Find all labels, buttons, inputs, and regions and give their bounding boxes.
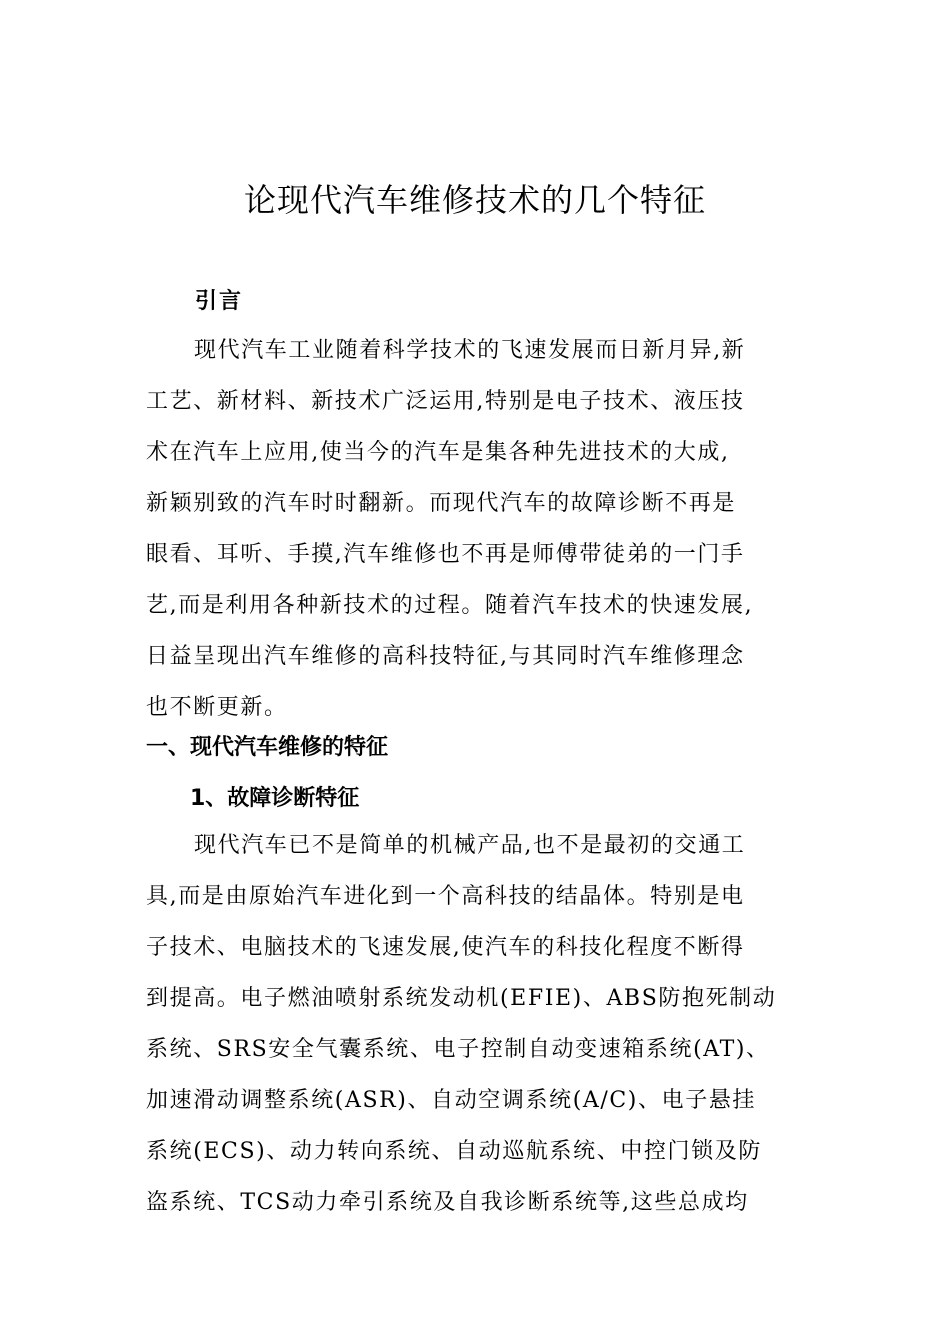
paragraph-line: 艺,而是利用各种新技术的过程。随着汽车技术的快速发展, [146,593,754,618]
section-heading: 一、现代汽车维修的特征 [146,735,389,760]
intro-heading: 引言 [195,289,244,314]
section-paragraph [146,829,810,1237]
paragraph-line: 也不断更新。 [146,695,288,720]
paragraph-line: 盗系统、TCS动力牵引系统及自我诊断系统等,这些总成均 [146,1190,749,1215]
paragraph-line: 现代汽车已不是简单的机械产品,也不是最初的交通工 [194,833,746,858]
subsection-heading: 1、故障诊断特征 [190,786,360,811]
paragraph-line: 术在汽车上应用,使当今的汽车是集各种先进技术的大成, [146,440,730,465]
intro-paragraph [146,334,810,742]
paragraph-line: 系统、SRS安全气囊系统、电子控制自动变速箱系统(AT)、 [146,1037,770,1062]
paragraph-line: 子技术、电脑技术的飞速发展,使汽车的科技化程度不断得 [146,935,745,960]
paragraph-line: 日益呈现出汽车维修的高科技特征,与其同时汽车维修理念 [146,644,745,669]
paragraph-line: 新颖别致的汽车时时翻新。而现代汽车的故障诊断不再是 [146,491,737,516]
paragraph-line: 系统(ECS)、动力转向系统、自动巡航系统、中控门锁及防 [146,1139,762,1164]
paragraph-line: 具,而是由原始汽车进化到一个高科技的结晶体。特别是电 [146,884,745,909]
paragraph-line: 现代汽车工业随着科学技术的飞速发展而日新月异,新 [194,338,746,363]
paragraph-line: 工艺、新材料、新技术广泛运用,特别是电子技术、液压技 [146,389,745,414]
paragraph-line: 到提高。电子燃油喷射系统发动机(EFIE)、ABS防抱死制动 [146,986,777,1011]
paragraph-line: 加速滑动调整系统(ASR)、自动空调系统(A/C)、电子悬挂 [146,1088,756,1113]
paragraph-line: 眼看、耳听、手摸,汽车维修也不再是师傅带徒弟的一门手 [146,542,745,567]
document-title: 论现代汽车维修技术的几个特征 [243,181,706,219]
